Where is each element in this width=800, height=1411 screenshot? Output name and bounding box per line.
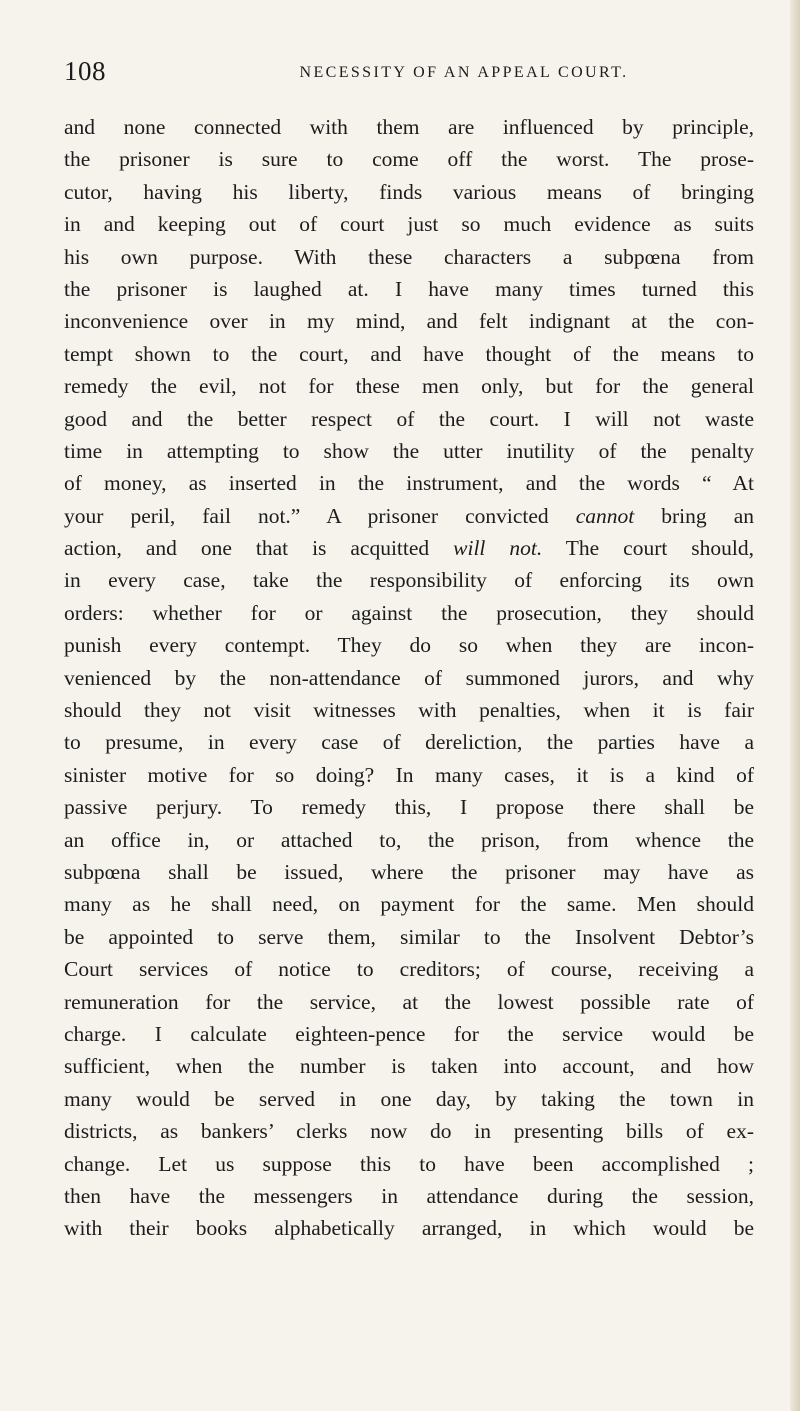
text-line: to presume, in every case of dereliction, the parties have a — [64, 730, 754, 755]
text-line: the prisoner is sure to come off the worst. The prose- — [64, 147, 754, 172]
italic-word: cannot — [575, 503, 635, 528]
text-line: change. Let us suppose this to have been accomplished ; — [64, 1151, 754, 1176]
text-line: inconvenience over in my mind, and felt indignant at the con- — [64, 309, 754, 334]
text-line: sinister motive for so doing? In many cases, it is a kind of — [64, 762, 754, 787]
text-line: with their books alphabetically arranged, in which would be — [64, 1216, 754, 1241]
text-line: districts, as bankers’ clerks now do in presenting bills of ex- — [64, 1119, 754, 1144]
text-line: the prisoner is laughed at. I have many times turned this — [64, 276, 754, 301]
text-line: subpœna shall be issued, where the prisoner may have as — [64, 859, 754, 884]
text-line: many as he shall need, on payment for the same. Men should — [64, 892, 754, 917]
text-segment: your peril, fail not.” A prisoner convicted — [64, 503, 549, 528]
text-line: remedy the evil, not for these men only, but for the general — [64, 374, 754, 399]
running-title: NECESSITY OF AN APPEAL COURT. — [299, 64, 629, 81]
page-edge-shadow — [790, 0, 800, 1411]
text-line: passive perjury. To remedy this, I propose there shall be — [64, 795, 754, 820]
text-line: remuneration for the service, at the lowest possible rate of — [64, 989, 754, 1014]
italic-word: will not. — [453, 536, 543, 561]
text-line: then have the messengers in attendance during the session, — [64, 1183, 754, 1208]
text-line: and none connected with them are influenced by principle, — [64, 115, 754, 139]
text-line: venienced by the non-attendance of summoned jurors, and why — [64, 665, 754, 690]
text-line: charge. I calculate eighteen-pence for the service would be — [64, 1021, 754, 1046]
text-line: cutor, having his liberty, finds various means of bringing — [64, 179, 754, 204]
text-line: of money, as inserted in the instrument, and the words “ At — [64, 471, 754, 496]
text-segment: The court should, — [542, 536, 755, 561]
text-line: be appointed to serve them, similar to the Insolvent Debtor’s — [64, 924, 754, 949]
text-line: punish every contempt. They do so when they are incon- — [64, 633, 754, 658]
text-line: should they not visit witnesses with penalties, when it is fair — [64, 698, 754, 723]
text-line: orders: whether for or against the prosecution, they should — [64, 600, 754, 625]
text-line: in and keeping out of court just so much evidence as suits — [64, 212, 754, 237]
text-line-with-italic — [64, 500, 754, 532]
text-line: an office in, or attached to, the prison, from whence the — [64, 827, 754, 852]
text-line: tempt shown to the court, and have thought of the means to — [64, 341, 754, 366]
text-line: in every case, take the responsibility of enforcing its own — [64, 568, 754, 593]
body-text — [64, 111, 754, 1245]
text-line: many would be served in one day, by taking the town in — [64, 1086, 754, 1111]
text-segment: bring an — [634, 503, 754, 528]
text-line: time in attempting to show the utter inutility of the penalty — [64, 438, 754, 463]
text-line: good and the better respect of the court. I will not waste — [64, 406, 754, 431]
text-line: Court services of notice to creditors; of course, receiving a — [64, 957, 754, 982]
page-header — [64, 56, 754, 92]
text-segment: action, and one that is acquitted — [64, 536, 430, 561]
text-line: sufficient, when the number is taken into account, and how — [64, 1054, 754, 1079]
text-line: his own purpose. With these characters a subpœna from — [64, 244, 754, 269]
text-line-with-italic — [64, 532, 754, 564]
page-number: 108 — [64, 56, 106, 86]
